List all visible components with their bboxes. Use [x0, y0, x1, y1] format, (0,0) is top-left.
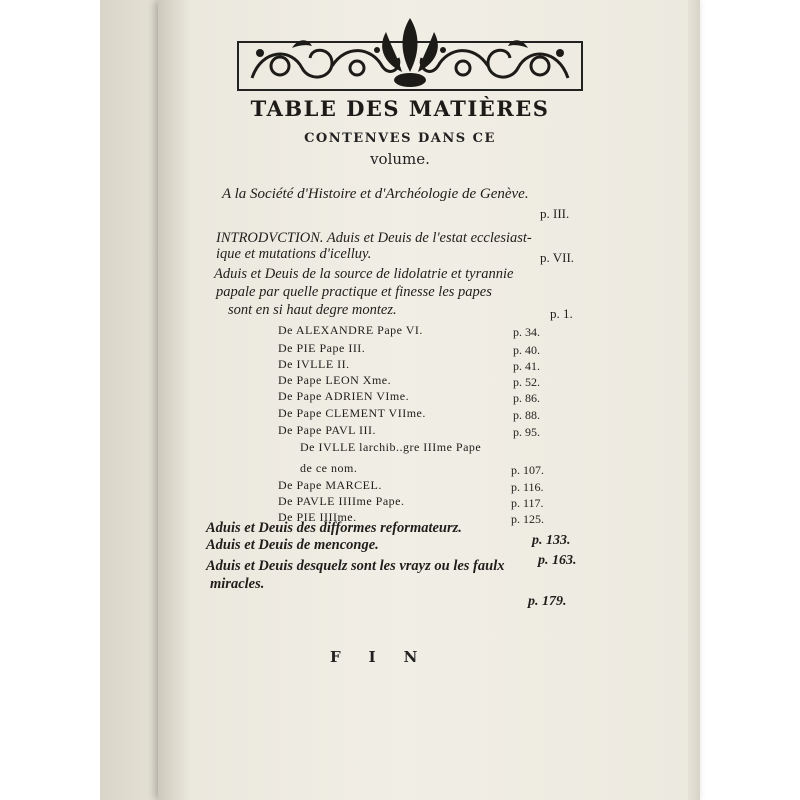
fin-text: FIN [330, 648, 446, 666]
section1-page: p. 1. [550, 306, 573, 321]
pope-entry-label: De ALEXANDRE Pape VI. [278, 323, 423, 337]
section4-line-2: miracles. [210, 576, 265, 592]
pope-entry-page: p. 116. [511, 480, 544, 494]
page-title: TABLE DES MATIÈRES [250, 96, 550, 121]
pope-entry-page: p. 86. [513, 391, 540, 405]
pope-entry-label: De Pape MARCEL. [278, 478, 382, 492]
pope-entry-page: p. 95. [513, 425, 540, 439]
pope-entry-label: De PIE IIIIme. [278, 510, 357, 524]
pope-entry-page: p. 125. [511, 512, 544, 526]
pope-entry-page: p. 52. [513, 375, 540, 389]
section2-page: p. 133. [532, 533, 571, 548]
pope-entry-page: p. 107. [511, 463, 544, 477]
section1-line-1: Aduis et Deuis de la source de lidolatrie et tyrannie [214, 266, 514, 282]
pope-entry-label: De Pape CLEMENT VIIme. [278, 406, 426, 420]
pope-entry-label: De IVLLE II. [278, 357, 350, 371]
intro-page: p. VII. [540, 250, 575, 265]
dedication-line: A la Société d'Histoire et d'Archéologie de Genève. [222, 186, 529, 202]
section3-line: Aduis et Deuis de menconge. [206, 537, 379, 553]
pope-entry-page: p. 41. [513, 359, 540, 373]
pope-entry-label: De IVLLE larchib..gre IIIme Pape [300, 440, 482, 454]
pope-entry-page: p. 88. [513, 408, 540, 422]
pope-entry-page: p. 34. [513, 325, 540, 339]
section4-page: p. 179. [528, 594, 567, 609]
pope-entry-label: De Pape PAVL III. [278, 423, 377, 437]
ornamental-headpiece [232, 8, 588, 100]
pope-entry-page: p. 117. [511, 496, 544, 510]
page-subtitle-volume: volume. [370, 150, 430, 168]
dedication-page: p. III. [540, 206, 570, 221]
pope-entry-label: De PAVLE IIIIme Pape. [278, 494, 405, 508]
section2-line: Aduis et Deuis des difformes reformateurz. [206, 520, 462, 536]
pope-entry-label: De Pape LEON Xme. [278, 373, 392, 387]
pope-entry-label: De PIE Pape III. [278, 341, 366, 355]
section3-page: p. 163. [538, 553, 577, 568]
intro-line-1: INTRODVCTION. Aduis et Deuis de l'estat ecclesiast- [216, 230, 532, 246]
intro-line-2: ique et mutations d'icelluy. [216, 246, 372, 262]
section1-line-2: papale par quelle practique et finesse les papes [216, 284, 492, 300]
pope-entry-label: De Pape ADRIEN VIme. [278, 389, 410, 403]
page-subtitle: CONTENVES DANS CE [304, 131, 496, 146]
pope-entry-page: p. 40. [513, 343, 540, 357]
page-edge [688, 0, 700, 800]
section4-line-1: Aduis et Deuis desquelz sont les vrayz ou les faulx [206, 558, 505, 574]
pope-entry-label: de ce nom. [300, 461, 358, 475]
section1-line-3: sont en si haut degre montez. [228, 302, 397, 318]
